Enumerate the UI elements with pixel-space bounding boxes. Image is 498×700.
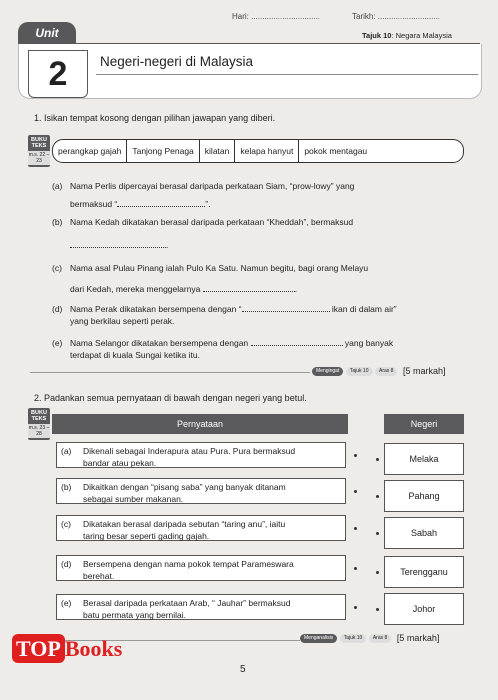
state-box: Johor bbox=[384, 593, 464, 625]
marks-label: [5 markah] bbox=[402, 366, 446, 376]
state-box: Sabah bbox=[384, 517, 464, 549]
buku-teks-badge-q2 bbox=[28, 408, 50, 440]
item-text: yang banyak bbox=[344, 338, 394, 348]
q1-instruction: 1. Isikan tempat kosong dengan pilihan jawapan yang diberi. bbox=[34, 113, 276, 123]
statement-text: batu permata yang bernilai. bbox=[83, 609, 187, 620]
statement-text: Dikaitkan dengan “pisang saba” yang banyak ditanam bbox=[83, 482, 286, 492]
topic-number: Tajuk 10 bbox=[362, 31, 392, 40]
topbooks-logo bbox=[12, 636, 122, 662]
state-box: Pahang bbox=[384, 480, 464, 512]
q1-item-a bbox=[52, 180, 354, 193]
answer-blank[interactable] bbox=[203, 282, 298, 294]
word-option: kelapa hanyut bbox=[235, 140, 299, 162]
statement-column-header: Pernyataan bbox=[52, 414, 348, 434]
match-dot[interactable] bbox=[354, 490, 357, 493]
item-label: (c) bbox=[52, 263, 62, 273]
item-text: Nama Kedah dikatakan berasal daripada perkataan “Kheddah”, bermaksud bbox=[70, 217, 354, 227]
level-tag: Aras 8 bbox=[369, 634, 391, 643]
topic-name: : Negara Malaysia bbox=[391, 31, 452, 40]
statement-label: (c) bbox=[61, 519, 71, 529]
statement-text: sebagai sumber makanan. bbox=[83, 493, 184, 504]
item-text: Nama Perak dikatakan bersempena dengan “ bbox=[70, 304, 242, 314]
statement-label: (e) bbox=[61, 598, 72, 608]
item-text: bermaksud “ bbox=[70, 199, 118, 209]
word-option: pokok mentagau bbox=[304, 146, 368, 156]
buku-teks-badge-q1 bbox=[28, 135, 50, 167]
statement-text: Dikenali sebagai Inderapura atau Pura. Pura bermaksud bbox=[83, 446, 296, 456]
unit-tab: Unit bbox=[18, 22, 76, 44]
word-option: perangkap gajah bbox=[53, 140, 127, 162]
item-text: . bbox=[166, 240, 169, 250]
word-bank bbox=[52, 139, 464, 163]
statement-row-a bbox=[56, 442, 346, 468]
logo-top-text: TOP bbox=[12, 634, 65, 663]
match-dot[interactable] bbox=[354, 454, 357, 457]
q1-item-c bbox=[52, 262, 368, 275]
marks-label: [5 markah] bbox=[396, 633, 440, 643]
buku-teks-label: BUKU TEKS bbox=[31, 137, 47, 149]
item-text: ”. bbox=[205, 199, 211, 209]
skill-tag: Menganalisis bbox=[300, 634, 337, 643]
statement-label: (d) bbox=[61, 559, 72, 569]
match-dot[interactable] bbox=[376, 458, 379, 461]
q1-item-d-line2 bbox=[70, 315, 174, 328]
match-dot[interactable] bbox=[354, 606, 357, 609]
state-box: Melaka bbox=[384, 443, 464, 475]
topic-label bbox=[362, 31, 452, 40]
q1-item-b-line2 bbox=[70, 238, 168, 252]
q2-instruction: 2. Padankan semua pernyataan di bawah dengan negeri yang betul. bbox=[34, 393, 307, 403]
q1-item-c-line2 bbox=[70, 282, 297, 296]
statement-row-b bbox=[56, 478, 346, 504]
match-dot[interactable] bbox=[376, 608, 379, 611]
q1-item-e-line2 bbox=[70, 349, 200, 362]
match-dot[interactable] bbox=[354, 527, 357, 530]
chapter-number: 2 bbox=[28, 50, 88, 98]
statement-row-d bbox=[56, 555, 346, 581]
page-number: 5 bbox=[240, 664, 246, 675]
word-option: kilatan bbox=[200, 140, 236, 162]
statement-text: taring besar seperti gading gajah. bbox=[83, 530, 210, 541]
q1-item-b bbox=[52, 216, 353, 229]
item-text: . bbox=[294, 284, 298, 294]
statement-text: Berasal daripada perkataan Arab, “ Jauhar” bermaksud bbox=[83, 598, 291, 608]
item-label: (a) bbox=[52, 181, 63, 191]
topic-tag: Tajuk 10 bbox=[346, 367, 373, 376]
skill-tag: Mengingat bbox=[312, 367, 343, 376]
q2-marks-bar bbox=[300, 633, 439, 643]
statement-row-e bbox=[56, 594, 346, 620]
match-dot[interactable] bbox=[354, 567, 357, 570]
q1-item-d bbox=[52, 302, 397, 316]
chapter-title: Negeri-negeri di Malaysia bbox=[100, 54, 254, 69]
item-label: (e) bbox=[52, 338, 63, 348]
q1-item-e bbox=[52, 336, 393, 350]
item-label: (d) bbox=[52, 304, 63, 314]
item-text: terdapat di kuala Sungai ketika itu. bbox=[70, 350, 200, 360]
level-tag: Aras 8 bbox=[375, 367, 397, 376]
answer-blank[interactable] bbox=[70, 238, 169, 250]
answer-blank[interactable] bbox=[117, 197, 205, 207]
buku-teks-label: BUKU TEKS bbox=[31, 410, 47, 422]
statement-text: bandar atau pekan. bbox=[83, 457, 157, 468]
q1-marks-divider bbox=[30, 372, 310, 373]
answer-blank[interactable] bbox=[242, 302, 330, 312]
match-dot[interactable] bbox=[376, 571, 379, 574]
word-option: Tanjong Penaga bbox=[127, 140, 199, 162]
statement-text: Dikatakan berasal daripada sebutan “taring anu”, iaitu bbox=[83, 519, 286, 529]
item-text: Nama Selangor dikatakan bersempena dengan bbox=[70, 338, 249, 348]
q1-marks-bar bbox=[312, 366, 446, 376]
statement-label: (a) bbox=[61, 446, 72, 456]
buku-teks-ref: m.s. 22 – 23 bbox=[28, 152, 50, 164]
topic-tag: Tajuk 10 bbox=[340, 634, 367, 643]
item-text: ikan di dalam air” bbox=[331, 304, 397, 314]
chapter-title-underline bbox=[96, 74, 478, 75]
item-text: Nama Perlis dipercayai berasal daripada perkataan Siam, “prow-lowy” yang bbox=[70, 181, 355, 191]
match-dot[interactable] bbox=[376, 495, 379, 498]
item-text: Nama asal Pulau Pinang ialah Pulo Ka Satu. Namun begitu, bagi orang Melayu bbox=[70, 263, 369, 273]
statement-row-c bbox=[56, 515, 346, 541]
state-box: Terengganu bbox=[384, 556, 464, 588]
statement-label: (b) bbox=[61, 482, 72, 492]
item-text: dari Kedah, mereka menggelarnya bbox=[70, 284, 201, 294]
hari-field: Hari: ............................... bbox=[232, 12, 321, 21]
statement-text: Bersempena dengan nama pokok tempat Parameswara bbox=[83, 559, 294, 569]
statement-text: berehat. bbox=[83, 570, 115, 581]
tarikh-field: Tarikh: ............................ bbox=[352, 12, 441, 21]
answer-blank[interactable] bbox=[251, 336, 343, 346]
match-dot[interactable] bbox=[376, 532, 379, 535]
state-column-header: Negeri bbox=[384, 414, 464, 434]
q1-item-a-line2 bbox=[70, 197, 210, 211]
item-label: (b) bbox=[52, 217, 63, 227]
logo-books-text: Books bbox=[64, 636, 123, 661]
item-text: yang berkilau seperti perak. bbox=[70, 316, 175, 326]
buku-teks-ref: m.s. 23 – 28 bbox=[28, 425, 50, 437]
